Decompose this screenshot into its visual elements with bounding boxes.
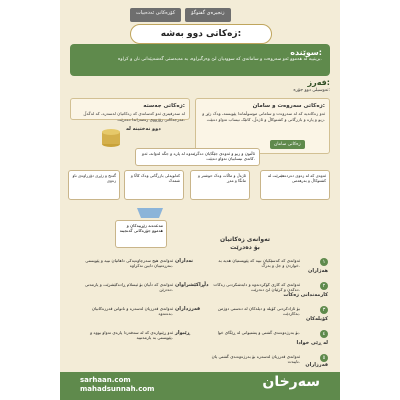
- row-label-right: قەرزاران: [305, 362, 328, 368]
- intro-heading: سوێندە:: [290, 48, 322, 57]
- list-item: [70, 330, 330, 352]
- intro-box: [70, 44, 330, 76]
- badge: زەکاتی سامان: [270, 140, 305, 149]
- row-number: ٤: [320, 330, 328, 338]
- left-col-box: [70, 98, 190, 120]
- top-tabs: [130, 8, 231, 22]
- step-3-text: کەلوپەلی بازرگانی وەک کاڵا و شمەک: [130, 173, 180, 183]
- mid-box-text: ئاڵتون و زیو و ئەوەی جێگایان دەگرێتەوە لە پارە و جگە لەوانە، ئەو کاتەی نیسابیان تەواو دەبێت.: [142, 151, 255, 161]
- poster: [60, 0, 340, 400]
- gold-box-text: مەعدەنە زێڕییەکان و هەموو جۆرەکانی گەنجینە: [119, 223, 163, 233]
- right-col-text: ئەو زەکاتەیە کە لە سەروەت و سامانی موسوڵماندا پێویستە، وەک زێڕ و زیو و پارە و بازرگانی و کشتوکاڵ و ئاژەڵ، کاتێک نیساب تەواو دەبێت.: [202, 111, 325, 122]
- row-label-right: کۆیلەکان: [305, 316, 328, 322]
- section-heading-line2: بۆ دەدرێت: [230, 244, 260, 251]
- right-col-box: [195, 98, 330, 154]
- coins-icon: [100, 124, 122, 148]
- row-text-left: ئەوانەی کە دڵیان بۆ ئیسلام ڕادەکێشرێت و یارمەتی دەدرێن.: [84, 282, 173, 293]
- page-title: زەکاتی دوو بەشە:: [130, 24, 272, 44]
- row-number: ٣: [320, 306, 328, 314]
- tab-1[interactable]: کۆرەکانی ئەدەبیات: [130, 8, 181, 22]
- tab-2[interactable]: زنجیرەی گفتوگۆ: [185, 8, 230, 22]
- row-number: ٥: [320, 354, 328, 362]
- row-number: ٢: [320, 282, 328, 290]
- list-item: [70, 354, 330, 370]
- left-col-heading: زەکاتی جەستە:: [143, 103, 185, 109]
- intro-text: بریتییە لە هەموو ئەو سەروەت و سامانەی کە سوودیان لێ وەرگیراوە، بە مەبەستی گەشەپێدانی نان و کراوە.: [118, 57, 322, 62]
- row-text-left: ئەوانەی قەرزیان لەسەرە و ناتوانن قەرزەکانیان بدەنەوە.: [91, 306, 173, 317]
- row-text-left: ئەو ڕێبوارەی کە لە سەفەردا پارەی تەواو بووە و پێویستی بە یارمەتییە.: [90, 330, 173, 341]
- step-4: [68, 170, 120, 200]
- farz-section: [70, 78, 330, 94]
- right-col-heading: زەکاتی سەروەت و سامان:: [252, 103, 325, 109]
- row-text-right: ئەوانەی کە کەسێکیان نییە کە پێویستیان هەیە بە خواردن و جل و بەرگ.: [218, 258, 300, 269]
- section-heading-line1: تەوانەی زەکاتیان: [220, 236, 270, 243]
- row-label-left: نەداران: [175, 258, 194, 264]
- coins-label: دوو نەختینە لە: [126, 126, 161, 132]
- step-1-text: ئەوەی کە لە زەوی دەردەهێنرێت لە کشتوکاڵ و بەرهەمی: [267, 173, 326, 183]
- step-4-text: گەنج و زێڕی دۆزراوەی ناو زەوی: [72, 173, 116, 183]
- section-heading: [200, 236, 290, 252]
- row-number: ١: [320, 258, 328, 266]
- left-col-text: لە سەرفیتری ئەو کەسانەی کە زەکاتیان لەسەرە، کە لەگەڵ مەرجەکانی رۆژووی رەمەزاندا دەدرێت.: [83, 111, 185, 122]
- step-1: [260, 170, 330, 200]
- mid-box: [135, 148, 260, 166]
- list-item: [70, 306, 330, 328]
- footer: [60, 372, 340, 400]
- row-label-left: دڵڕاکێشراوان: [175, 282, 209, 288]
- row-label-left: ڕێبوار: [175, 330, 191, 336]
- step-3: [124, 170, 184, 200]
- row-text-left: ئەوانەی هیچ سەرچاوەیەکی داهاتیان نییە و پێویستی بنەڕەتییان دابین نەکراوە.: [85, 258, 173, 269]
- row-text-right: ئەوانەی قەرزیان لەسەرە بۆ بەرژەوەندی گشتی یان تایبەت.: [211, 354, 300, 365]
- list-item: [70, 258, 330, 280]
- farz-label: فەرز:: [307, 78, 330, 87]
- footer-site-2[interactable]: mahadsunnah.com: [80, 385, 155, 393]
- step-2: [190, 170, 250, 200]
- row-text-right: بۆ بەرژەوەندی گشتی و پشتیوانی لە ڕێگای خوا.: [217, 330, 300, 335]
- logo: سەرخان: [262, 374, 320, 390]
- list-item: [70, 282, 330, 304]
- farz-subtitle: تەوسیلی دوو جۆرە:: [293, 88, 330, 93]
- row-text-right: بۆ ئازادکردنی کۆیلە و دیلەکان لە دەستی دوژمن بەکاردێت.: [217, 306, 300, 317]
- footer-site-1[interactable]: sarhaan.com: [80, 376, 131, 384]
- basket-icon: [135, 206, 165, 220]
- step-2-text: ئاژەڵ و ماڵات وەک حوشتر و مانگا و مەڕ: [198, 173, 246, 183]
- gold-box: [115, 220, 167, 248]
- row-label-right: هەژاران: [308, 268, 328, 274]
- row-label-right: کارمەندانی زەکات: [283, 292, 328, 298]
- row-label-right: لە ڕێی خوادا: [296, 340, 328, 346]
- row-label-left: قەرزداران: [175, 306, 201, 312]
- row-text-right: ئەوانەی کە کاری کۆکردنەوە و دابەشکردنی زەکات دەکەن و کرێیان لێ دەدرێت.: [213, 282, 300, 293]
